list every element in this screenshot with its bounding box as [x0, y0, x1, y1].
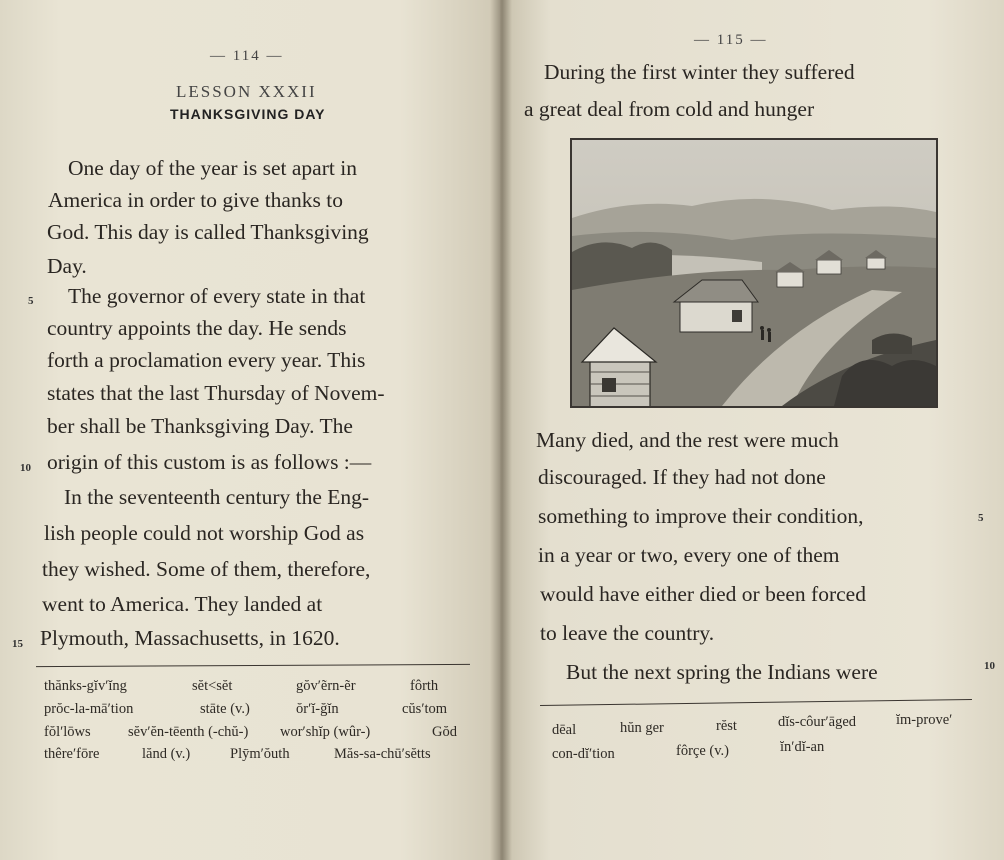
text-line: In the seventeenth century the Eng- [64, 485, 370, 509]
text-line: God. This day is called Thanksgiving [47, 220, 369, 244]
text-line: they wished. Some of them, therefore, [42, 557, 371, 581]
glossary-word: stāte (v.) [200, 701, 250, 717]
text-line: states that the last Thursday of Novem- [47, 381, 385, 405]
page-number: — 115 — [694, 32, 768, 48]
text-line: something to improve their condition, [538, 504, 864, 528]
glossary-word: sĕv′ĕn-tēenth (-chŭ-) [128, 724, 249, 740]
text-line: went to America. They landed at [42, 592, 323, 616]
line-number: 15 [12, 638, 23, 650]
glossary-word: rĕst [716, 718, 737, 734]
glossary-word: lănd (v.) [142, 746, 191, 762]
text-line: origin of this custom is as follows :— [47, 450, 372, 474]
glossary-word: thêre′fōre [44, 746, 100, 762]
text-line: Plymouth, Massachusetts, in 1620. [40, 626, 340, 650]
text-line: ber shall be Thanksgiving Day. The [47, 414, 353, 438]
text-line: would have either died or been forced [540, 582, 866, 606]
glossary-word: wor′shĭp (wûr-) [280, 724, 371, 740]
glossary-word: gŏv′ẽrn-ẽr [296, 678, 356, 694]
glossary-word: dēal [552, 722, 577, 738]
text-line: a great deal from cold and hunger [524, 97, 815, 121]
text-line: to leave the country. [540, 621, 715, 645]
divider-rule [36, 664, 470, 667]
text-line: But the next spring the Indians were [566, 660, 878, 684]
glossary-word: prŏc-la-mā′tion [44, 701, 134, 717]
glossary-word: fôrth [410, 678, 439, 694]
text-line: discouraged. If they had not done [538, 465, 826, 489]
page-number: — 114 — [210, 48, 284, 64]
glossary-word: sĕt<sĕt [192, 678, 233, 694]
glossary-word: Gŏd [432, 724, 457, 740]
text-line: lish people could not worship God as [44, 521, 365, 545]
glossary-word: ĭm-prove′ [896, 712, 953, 728]
glossary-word: thănks-gĭv′ĭng [44, 678, 127, 694]
lesson-heading: LESSON XXXII [176, 82, 317, 101]
text-line: forth a proclamation every year. This [47, 348, 366, 372]
left-page [0, 0, 500, 860]
lesson-title: THANKSGIVING DAY [170, 106, 326, 122]
text-line: country appoints the day. He sends [47, 316, 347, 340]
line-number: 10 [20, 462, 31, 474]
text-line: One day of the year is set apart in [68, 156, 357, 180]
line-number: 5 [28, 295, 34, 307]
glossary-word: fŏl′lōws [44, 724, 91, 740]
glossary-word: hŭn ger [620, 720, 664, 736]
right-page [500, 0, 1004, 860]
book-gutter [490, 0, 512, 860]
glossary-word: cŭs′tom [402, 701, 448, 717]
divider-rule [540, 699, 972, 706]
glossary-word: Măs-sa-chū′sĕtts [334, 746, 431, 762]
text-line: Many died, and the rest were much [536, 428, 839, 452]
glossary-word: fôrçe (v.) [676, 743, 729, 759]
text-line: The governor of every state in that [68, 284, 366, 308]
text-line: During the first winter they suffered [544, 60, 855, 84]
text-line: Day. [47, 254, 87, 278]
glossary-word: dĭs-côur′āged [778, 714, 857, 730]
glossary-word: ŏr′ĭ-ğĭn [296, 701, 339, 717]
line-number: 5 [978, 512, 984, 524]
glossary-word: ĭn′dĭ-an [780, 739, 825, 755]
glossary-word: con-dĭ′tion [552, 746, 615, 762]
settlement-illustration [570, 138, 938, 408]
line-number: 10 [984, 660, 995, 672]
text-line: in a year or two, every one of them [538, 543, 840, 567]
glossary-word: Plȳm′ŏuth [230, 746, 290, 762]
text-line: America in order to give thanks to [48, 188, 343, 212]
